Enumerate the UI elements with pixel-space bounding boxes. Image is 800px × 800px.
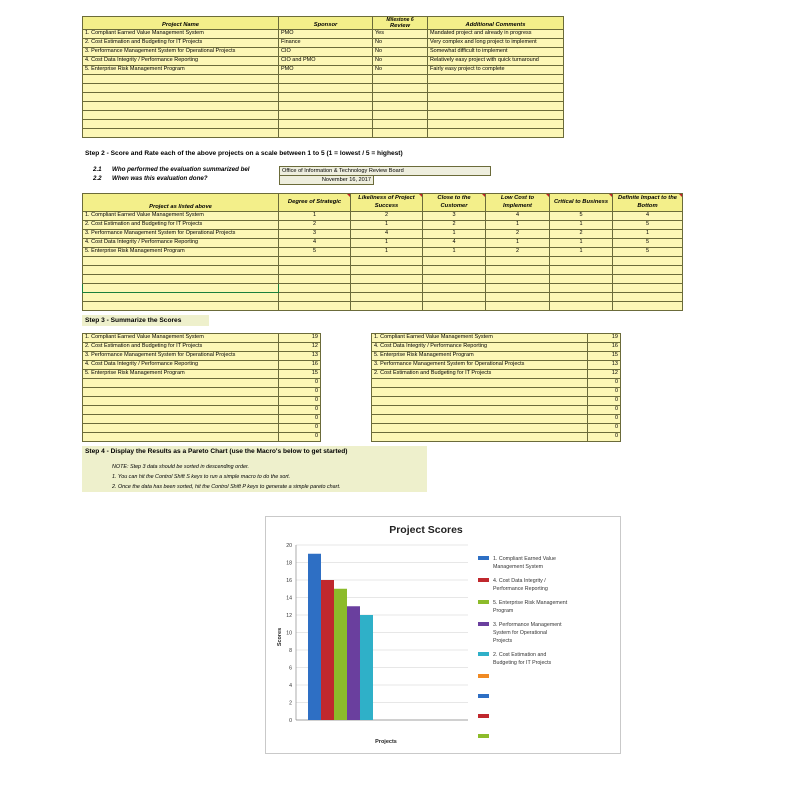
- empty-cell[interactable]: [486, 284, 550, 293]
- summary-score-cell[interactable]: 0: [588, 388, 621, 397]
- summary-project-cell[interactable]: [372, 397, 588, 406]
- score-cell[interactable]: 4: [351, 230, 423, 239]
- summary-score-cell[interactable]: 0: [588, 424, 621, 433]
- project-list-header: [83, 17, 564, 30]
- review-cell[interactable]: No: [373, 48, 428, 57]
- empty-cell[interactable]: [373, 84, 428, 93]
- project-cell[interactable]: 2. Cost Estimation and Budgeting for IT Projects: [83, 39, 279, 48]
- empty-cell[interactable]: [428, 120, 564, 129]
- table-row: [83, 433, 321, 442]
- sponsor-cell[interactable]: CIO and PMO: [279, 57, 373, 66]
- empty-cell[interactable]: [428, 102, 564, 111]
- empty-cell[interactable]: [613, 257, 683, 266]
- empty-cell[interactable]: [613, 302, 683, 311]
- score-cell[interactable]: 5: [550, 212, 613, 221]
- summary-score-cell[interactable]: 0: [588, 406, 621, 415]
- table-row: [83, 239, 683, 248]
- project-header: Project as listed above: [83, 194, 279, 212]
- legend-entry-label: 5. Enterprise Risk Management: [493, 600, 568, 606]
- table-row: [83, 221, 683, 230]
- table-row: [83, 230, 683, 239]
- empty-cell[interactable]: [83, 111, 279, 120]
- empty-cell[interactable]: [613, 266, 683, 275]
- empty-cell[interactable]: [550, 284, 613, 293]
- empty-cell[interactable]: [279, 257, 351, 266]
- bar[interactable]: [308, 554, 321, 720]
- empty-cell[interactable]: [428, 129, 564, 138]
- evaluation-date-field[interactable]: November 16, 2017: [279, 175, 374, 185]
- empty-cell[interactable]: [550, 257, 613, 266]
- summary-score-cell[interactable]: 12: [279, 343, 321, 352]
- empty-cell[interactable]: [373, 111, 428, 120]
- table-row: [372, 361, 621, 370]
- empty-cell[interactable]: [83, 84, 279, 93]
- empty-cell[interactable]: [373, 93, 428, 102]
- y-tick-label: 4: [289, 682, 292, 689]
- summary-project-cell[interactable]: 2. Cost Estimation and Budgeting for IT Projects: [372, 370, 588, 379]
- comment-cell[interactable]: Somewhat difficult to implement: [428, 48, 564, 57]
- summary-project-cell[interactable]: 2. Cost Estimation and Budgeting for IT Projects: [83, 343, 279, 352]
- summary-score-cell[interactable]: 16: [279, 361, 321, 370]
- step2-title: Step 2 - Score and Rate each of the above projects on a scale between 1 to 5 (1 = lowest / 5 = highest): [85, 150, 403, 157]
- score-cell[interactable]: 2: [423, 221, 486, 230]
- comment-cell[interactable]: Mandated project and already in progress: [428, 30, 564, 39]
- project-cell[interactable]: 5. Enterprise Risk Management Program: [83, 248, 279, 257]
- critical-header: Critical to Business: [550, 194, 613, 212]
- score-cell[interactable]: 1: [351, 221, 423, 230]
- summary-score-cell[interactable]: 12: [588, 370, 621, 379]
- empty-row: [83, 93, 564, 102]
- empty-cell[interactable]: [83, 302, 279, 311]
- table-row: [83, 343, 321, 352]
- summary-project-cell[interactable]: [83, 388, 279, 397]
- review-cell[interactable]: No: [373, 66, 428, 75]
- summary-project-cell[interactable]: [372, 379, 588, 388]
- table-row: [372, 334, 621, 343]
- legend-entry-label: 2. Cost Estimation and: [493, 652, 547, 658]
- project-cell[interactable]: 4. Cost Data Integrity / Performance Reporting: [83, 239, 279, 248]
- summary-project-cell[interactable]: 5. Enterprise Risk Management Program: [83, 370, 279, 379]
- table-row: [372, 370, 621, 379]
- summary-project-cell[interactable]: [372, 388, 588, 397]
- table-row: [83, 415, 321, 424]
- scoring-header: [83, 194, 683, 212]
- summary-score-cell[interactable]: 0: [279, 406, 321, 415]
- empty-cell[interactable]: [550, 302, 613, 311]
- table-row: [83, 379, 321, 388]
- project-cell[interactable]: 2. Cost Estimation and Budgeting for IT Projects: [83, 221, 279, 230]
- table-row: [83, 361, 321, 370]
- summary-project-cell[interactable]: [372, 424, 588, 433]
- legend-swatch: [478, 622, 489, 626]
- empty-cell[interactable]: [279, 111, 373, 120]
- legend-entry-label: 3. Performance Management: [493, 622, 562, 628]
- score-cell[interactable]: 1: [351, 248, 423, 257]
- empty-cell[interactable]: [423, 257, 486, 266]
- summary-project-cell[interactable]: 4. Cost Data Integrity / Performance Reporting: [372, 343, 588, 352]
- score-cell[interactable]: 2: [486, 248, 550, 257]
- legend-entry-label: Projects: [493, 638, 513, 644]
- review-cell[interactable]: No: [373, 39, 428, 48]
- cost-header: Low Cost to Implement: [486, 194, 550, 212]
- legend-entry-label: 1. Compliant Earned Value: [493, 556, 556, 562]
- legend-entry-label: Management System: [493, 564, 544, 570]
- empty-cell[interactable]: [486, 275, 550, 284]
- table-row: [83, 397, 321, 406]
- empty-cell[interactable]: [279, 75, 373, 84]
- summary-project-cell[interactable]: [83, 397, 279, 406]
- table-row: [372, 424, 621, 433]
- table-row: [83, 212, 683, 221]
- customer-header: Close to the Customer: [423, 194, 486, 212]
- summary-project-cell[interactable]: [372, 406, 588, 415]
- table-row: [83, 30, 564, 39]
- summary-score-cell[interactable]: 0: [279, 415, 321, 424]
- evaluator-question-number: 2.1: [93, 166, 102, 173]
- review-cell[interactable]: Yes: [373, 30, 428, 39]
- summary-project-cell[interactable]: 3. Performance Management System for Operational Projects: [83, 352, 279, 361]
- summary-score-cell[interactable]: 0: [279, 424, 321, 433]
- y-tick-label: 20: [286, 542, 292, 549]
- empty-cell[interactable]: [83, 129, 279, 138]
- legend-entry-label: Budgeting for IT Projects: [493, 660, 552, 666]
- summary-project-cell[interactable]: 3. Performance Management System for Operational Projects: [372, 361, 588, 370]
- chart-x-axis-label: Projects: [375, 739, 397, 745]
- summary-score-cell[interactable]: 15: [588, 352, 621, 361]
- comment-cell[interactable]: Fairly easy project to complete: [428, 66, 564, 75]
- empty-cell[interactable]: [279, 120, 373, 129]
- empty-cell[interactable]: [550, 293, 613, 302]
- empty-cell[interactable]: [279, 93, 373, 102]
- empty-cell[interactable]: [279, 129, 373, 138]
- empty-cell[interactable]: [351, 266, 423, 275]
- empty-cell[interactable]: [423, 293, 486, 302]
- empty-cell[interactable]: [423, 284, 486, 293]
- bar[interactable]: [360, 615, 373, 720]
- y-tick-label: 10: [286, 630, 292, 637]
- y-tick-label: 2: [289, 700, 292, 707]
- summary-project-cell[interactable]: 1. Compliant Earned Value Management System: [83, 334, 279, 343]
- empty-cell[interactable]: [486, 302, 550, 311]
- project-cell[interactable]: 1. Compliant Earned Value Management System: [83, 30, 279, 39]
- summary-score-cell[interactable]: 19: [588, 334, 621, 343]
- score-cell[interactable]: 2: [486, 230, 550, 239]
- summary-project-cell[interactable]: [83, 379, 279, 388]
- legend-swatch: [478, 600, 489, 604]
- legend-entry-label: Performance Reporting: [493, 586, 548, 592]
- bar[interactable]: [347, 606, 360, 720]
- empty-cell[interactable]: [83, 75, 279, 84]
- project-cell[interactable]: 1. Compliant Earned Value Management System: [83, 212, 279, 221]
- comment-cell[interactable]: Relatively easy project with quick turnaround: [428, 57, 564, 66]
- empty-cell[interactable]: [423, 275, 486, 284]
- score-cell[interactable]: 1: [613, 230, 683, 239]
- y-tick-label: 16: [286, 577, 292, 584]
- empty-row: [83, 257, 683, 266]
- score-cell[interactable]: 4: [613, 212, 683, 221]
- empty-cell[interactable]: [351, 284, 423, 293]
- empty-cell[interactable]: [83, 102, 279, 111]
- empty-cell[interactable]: [279, 84, 373, 93]
- table-row: [83, 66, 564, 75]
- summary-score-cell[interactable]: 0: [588, 415, 621, 424]
- sponsor-cell[interactable]: CIO: [279, 48, 373, 57]
- empty-cell[interactable]: [83, 266, 279, 275]
- score-cell[interactable]: 1: [423, 230, 486, 239]
- sponsor-header: Sponsor: [279, 17, 373, 30]
- summary-score-cell[interactable]: 0: [279, 388, 321, 397]
- empty-cell[interactable]: [373, 120, 428, 129]
- summary-score-cell[interactable]: 13: [588, 361, 621, 370]
- score-cell[interactable]: 1: [423, 248, 486, 257]
- score-cell[interactable]: 4: [486, 212, 550, 221]
- score-cell[interactable]: 3: [423, 212, 486, 221]
- pareto-chart-svg: [266, 517, 620, 753]
- score-cell[interactable]: 1: [550, 221, 613, 230]
- pareto-chart[interactable]: [265, 516, 621, 754]
- step3-title: Step 3 - Summarize the Scores: [82, 315, 209, 326]
- empty-cell[interactable]: [351, 293, 423, 302]
- score-cell[interactable]: 4: [423, 239, 486, 248]
- empty-cell[interactable]: [351, 302, 423, 311]
- bar[interactable]: [334, 589, 347, 720]
- score-cell[interactable]: 1: [550, 239, 613, 248]
- empty-row: [83, 120, 564, 129]
- summary-table-unsorted: [82, 333, 321, 442]
- table-row: [372, 388, 621, 397]
- empty-row: [83, 129, 564, 138]
- summary-score-cell[interactable]: 0: [588, 379, 621, 388]
- empty-cell[interactable]: [423, 266, 486, 275]
- comment-cell[interactable]: Very complex and long project to implement: [428, 39, 564, 48]
- score-cell[interactable]: 2: [279, 221, 351, 230]
- empty-cell[interactable]: [486, 266, 550, 275]
- summary-project-cell[interactable]: [83, 415, 279, 424]
- evaluation-date-question: When was this evaluation done?: [112, 175, 208, 182]
- score-cell[interactable]: 2: [550, 230, 613, 239]
- sponsor-cell[interactable]: PMO: [279, 66, 373, 75]
- empty-cell[interactable]: [83, 257, 279, 266]
- score-cell[interactable]: 1: [486, 239, 550, 248]
- summary-score-cell[interactable]: 15: [279, 370, 321, 379]
- scoring-table: [82, 193, 683, 311]
- empty-cell[interactable]: [83, 93, 279, 102]
- step4-chart-instruction: 2. Once the data has been sorted, hit the Control Shift P keys to generate a simple pareto chart.: [112, 484, 341, 490]
- legend-swatch: [478, 652, 489, 656]
- step4-note: NOTE: Step 3 data should be sorted in descending order.: [112, 464, 250, 470]
- empty-cell[interactable]: [613, 293, 683, 302]
- score-cell[interactable]: 1: [279, 212, 351, 221]
- legend-entry-label: Program: [493, 608, 514, 614]
- project-cell[interactable]: 5. Enterprise Risk Management Program: [83, 66, 279, 75]
- y-tick-label: 8: [289, 647, 292, 654]
- empty-cell[interactable]: [428, 93, 564, 102]
- empty-row: [83, 266, 683, 275]
- legend-swatch: [478, 556, 489, 560]
- summary-project-cell[interactable]: 1. Compliant Earned Value Management System: [372, 334, 588, 343]
- project-name-header: Project Name: [83, 17, 279, 30]
- y-tick-label: 18: [286, 560, 292, 567]
- project-cell[interactable]: 3. Performance Management System for Operational Projects: [83, 48, 279, 57]
- y-tick-label: 6: [289, 665, 292, 672]
- empty-cell[interactable]: [373, 129, 428, 138]
- empty-cell[interactable]: [550, 275, 613, 284]
- score-cell[interactable]: 5: [613, 239, 683, 248]
- score-cell[interactable]: 4: [279, 239, 351, 248]
- summary-score-cell[interactable]: 0: [588, 397, 621, 406]
- project-cell[interactable]: 3. Performance Management System for Operational Projects: [83, 230, 279, 239]
- empty-row: [83, 75, 564, 84]
- success-header: Likeliness of Project Success: [351, 194, 423, 212]
- impact-header: Definite Impact to the Bottom: [613, 194, 683, 212]
- table-row: [372, 406, 621, 415]
- chart-title: Project Scores: [389, 524, 463, 536]
- score-cell[interactable]: 1: [550, 248, 613, 257]
- empty-cell[interactable]: [613, 284, 683, 293]
- y-tick-label: 12: [286, 612, 292, 619]
- table-row: [83, 388, 321, 397]
- table-row: [372, 433, 621, 442]
- empty-cell[interactable]: [351, 275, 423, 284]
- comments-header: Additional Comments: [428, 17, 564, 30]
- step4-title: Step 4 - Display the Results as a Pareto Chart (use the Macro's below to get started): [85, 448, 348, 455]
- empty-cell[interactable]: [279, 102, 373, 111]
- legend-swatch: [478, 714, 489, 718]
- table-row: [83, 39, 564, 48]
- empty-cell[interactable]: [373, 75, 428, 84]
- summary-project-cell[interactable]: [372, 415, 588, 424]
- empty-row: [83, 275, 683, 284]
- table-row: [372, 352, 621, 361]
- score-cell[interactable]: 5: [613, 248, 683, 257]
- summary-score-cell[interactable]: 0: [279, 433, 321, 442]
- step4-sort-instruction: 1. You can hit the Control Shift S keys to run a simple macro to do the sort.: [112, 474, 291, 480]
- empty-cell[interactable]: [373, 102, 428, 111]
- empty-row: [83, 302, 683, 311]
- empty-row: [83, 293, 683, 302]
- table-row: [83, 424, 321, 433]
- empty-row: [83, 84, 564, 93]
- legend-entry-label: 4. Cost Data Integrity /: [493, 578, 546, 584]
- summary-project-cell[interactable]: [83, 406, 279, 415]
- review-cell[interactable]: No: [373, 57, 428, 66]
- summary-table-sorted: [371, 333, 621, 442]
- empty-cell[interactable]: [279, 293, 351, 302]
- evaluator-question: Who performed the evaluation summarized bel: [112, 166, 250, 173]
- y-tick-label: 14: [286, 595, 292, 602]
- summary-score-cell[interactable]: 13: [279, 352, 321, 361]
- legend-swatch: [478, 674, 489, 678]
- sponsor-cell[interactable]: PMO: [279, 30, 373, 39]
- legend-swatch: [478, 694, 489, 698]
- empty-cell[interactable]: [550, 266, 613, 275]
- table-row: [83, 48, 564, 57]
- table-row: [372, 343, 621, 352]
- score-cell[interactable]: 5: [613, 221, 683, 230]
- empty-cell[interactable]: [486, 257, 550, 266]
- summary-project-cell[interactable]: [83, 424, 279, 433]
- bar[interactable]: [321, 580, 334, 720]
- empty-row: [83, 102, 564, 111]
- strategic-header: Degree of Strategic: [279, 194, 351, 212]
- empty-row: [83, 111, 564, 120]
- score-cell[interactable]: 2: [351, 212, 423, 221]
- score-cell[interactable]: 5: [279, 248, 351, 257]
- evaluator-field[interactable]: Office of Information & Technology Review Board: [279, 166, 491, 176]
- project-list-table: [82, 16, 564, 138]
- empty-cell[interactable]: [83, 293, 279, 302]
- table-row: [83, 370, 321, 379]
- table-row: [83, 334, 321, 343]
- empty-cell[interactable]: [423, 302, 486, 311]
- legend-entry-label: System for Operational: [493, 630, 548, 636]
- empty-cell[interactable]: [279, 266, 351, 275]
- summary-score-cell[interactable]: 0: [588, 433, 621, 442]
- table-row: [372, 397, 621, 406]
- empty-cell[interactable]: [83, 275, 279, 284]
- summary-project-cell[interactable]: [372, 433, 588, 442]
- sponsor-cell[interactable]: Finance: [279, 39, 373, 48]
- score-cell[interactable]: 1: [486, 221, 550, 230]
- empty-cell[interactable]: [279, 284, 351, 293]
- empty-cell[interactable]: [428, 75, 564, 84]
- empty-row: [83, 284, 683, 293]
- summary-project-cell[interactable]: [83, 433, 279, 442]
- summary-score-cell[interactable]: 16: [588, 343, 621, 352]
- summary-score-cell[interactable]: 19: [279, 334, 321, 343]
- legend-swatch: [478, 578, 489, 582]
- summary-score-cell[interactable]: 0: [279, 379, 321, 388]
- summary-project-cell[interactable]: 5. Enterprise Risk Management Program: [372, 352, 588, 361]
- y-tick-label: 0: [289, 717, 292, 724]
- summary-score-cell[interactable]: 0: [279, 397, 321, 406]
- empty-cell[interactable]: [613, 275, 683, 284]
- score-cell[interactable]: 3: [279, 230, 351, 239]
- milestone-header-bottom: Review: [390, 23, 410, 29]
- score-cell[interactable]: 1: [351, 239, 423, 248]
- empty-cell[interactable]: [83, 120, 279, 129]
- empty-cell[interactable]: [428, 84, 564, 93]
- table-row: [83, 352, 321, 361]
- milestone-review-header: [373, 17, 428, 30]
- table-row: [372, 379, 621, 388]
- table-row: [83, 57, 564, 66]
- summary-project-cell[interactable]: 4. Cost Data Integrity / Performance Reporting: [83, 361, 279, 370]
- chart-y-axis-label: Scores: [277, 627, 283, 647]
- empty-cell[interactable]: [279, 275, 351, 284]
- table-row: [372, 415, 621, 424]
- selected-cell[interactable]: [83, 284, 279, 293]
- evaluation-date-question-number: 2.2: [93, 175, 102, 182]
- empty-cell[interactable]: [351, 257, 423, 266]
- project-cell[interactable]: 4. Cost Data Integrity / Performance Reporting: [83, 57, 279, 66]
- table-row: [83, 248, 683, 257]
- table-row: [83, 406, 321, 415]
- empty-cell[interactable]: [486, 293, 550, 302]
- legend-swatch: [478, 734, 489, 738]
- empty-cell[interactable]: [279, 302, 351, 311]
- empty-cell[interactable]: [428, 111, 564, 120]
- milestone-header-top: Milestone 6: [386, 17, 414, 23]
